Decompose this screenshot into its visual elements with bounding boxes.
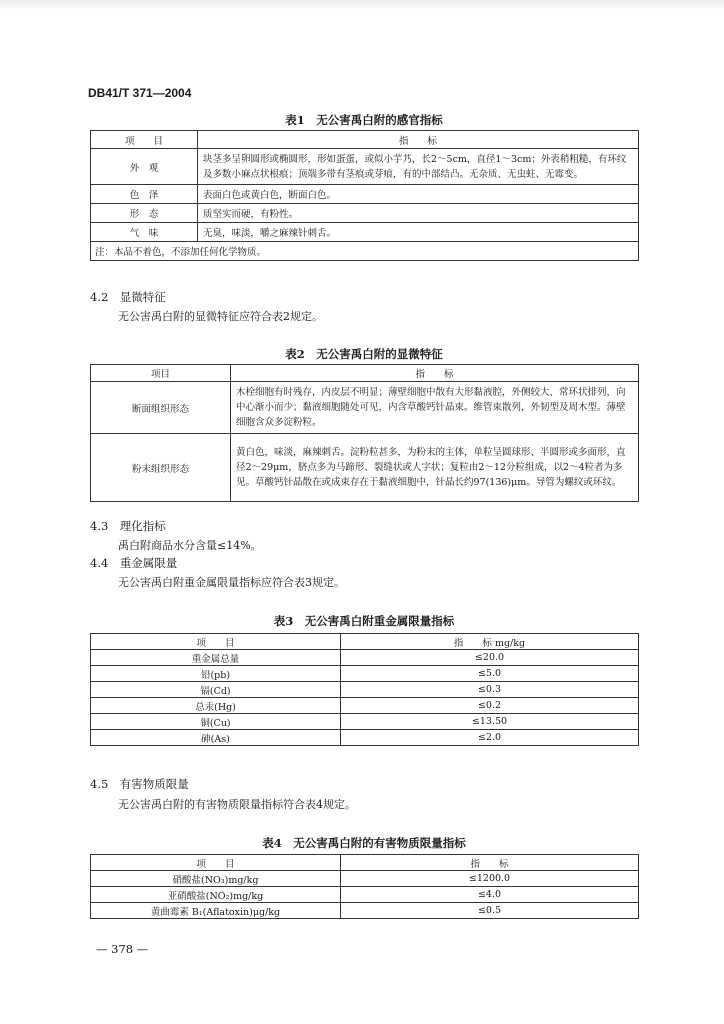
table3-header-row (91, 634, 639, 650)
table-row (91, 698, 639, 714)
table3-cell-item: 镉(Cd) (91, 682, 341, 698)
table4-cell-item: 黄曲霉素 B₁(Aflatoxin)μg/kg (91, 903, 341, 919)
table-row (91, 650, 639, 666)
table-row (91, 666, 639, 682)
table-row (91, 714, 639, 730)
table3-header-item: 项 目 (91, 634, 341, 650)
table2-header-index: 指 标 (231, 365, 639, 382)
table3-cell-value: ≤5.0 (341, 666, 639, 682)
table1-cell-item: 形 态 (91, 204, 198, 223)
table3-cell-value: ≤0.2 (341, 698, 639, 714)
table-row (91, 887, 639, 903)
table1-cell-value: 表面白色或黄白色，断面白色。 (198, 185, 639, 204)
table3-cell-item: 砷(As) (91, 730, 341, 746)
table4-header-row (91, 855, 639, 871)
table3-cell-item: 铅(pb) (91, 666, 341, 682)
table1-note: 注：本品不着色，不添加任何化学物质。 (91, 242, 639, 261)
table4 (90, 854, 639, 919)
scan-edge-shading (0, 0, 724, 10)
table3-cell-item: 铜(Cu) (91, 714, 341, 730)
table4-header-item: 项 目 (91, 855, 341, 871)
section-4-5-text: 无公害禹白附的有害物质限量指标符合表4规定。 (118, 798, 356, 811)
table-row (91, 434, 639, 502)
table1-note-row (91, 242, 639, 261)
section-4-2-heading: 4.2 显微特征 (90, 290, 166, 304)
table4-cell-value: ≤0.5 (341, 903, 639, 919)
table-row (91, 730, 639, 746)
table1-cell-item: 外 观 (91, 149, 198, 185)
page-number: — 378 — (96, 942, 149, 956)
table3-cell-item: 重金属总量 (91, 650, 341, 666)
table2-cell-item: 断面组织形态 (91, 382, 231, 434)
table3-caption: 表3 无公害禹白附重金属限量指标 (273, 614, 455, 628)
table4-caption: 表4 无公害禹白附的有害物质限量指标 (262, 836, 466, 850)
section-4-4-text: 无公害禹白附重金属限量指标应符合表3规定。 (118, 576, 345, 589)
table1-header-row (91, 131, 639, 149)
table-row (91, 382, 639, 434)
table4-cell-value: ≤1200.0 (341, 871, 639, 887)
table1 (90, 130, 639, 261)
table-row (91, 204, 639, 223)
table3-cell-value: ≤20.0 (341, 650, 639, 666)
table2-cell-value: 黄白色，味淡，麻辣刺舌。淀粉粒甚多，为粉末的主体，单粒呈圆球形、半圆形或多面形，直径2～29μm，脐点多为马蹄形、裂缝状或人字状；复粒由2～12分粒组成，以2～4粒者为多见。草酸钙针晶散在或成束存在于黏液细胞中，针晶长约97(136)μm。导管为螺纹或环纹。 (231, 434, 639, 502)
table1-cell-value: 块茎多呈卵圆形或椭圆形，形如蛋蛋，或似小芋艿，长2～5cm，直径1～3cm；外表稍粗糙，有环纹及多数小麻点状根痕；顶端多带有茎痕或芽痕，有的中部结凸。无杂质、无虫蛀、无霉变。 (198, 149, 639, 185)
table2-caption: 表2 无公害禹白附的显微特征 (285, 347, 443, 361)
section-4-5-heading: 4.5 有害物质限量 (90, 777, 189, 791)
table1-header-index: 指 标 (198, 131, 639, 149)
table2 (90, 364, 639, 502)
section-4-2-text: 无公害禹白附的显微特征应符合表2规定。 (118, 310, 323, 323)
table4-cell-item: 硝酸盐(NO₃)mg/kg (91, 871, 341, 887)
table-row (91, 903, 639, 919)
section-4-4-heading: 4.4 重金属限量 (90, 556, 178, 570)
table4-cell-item: 亚硝酸盐(NO₂)mg/kg (91, 887, 341, 903)
table1-cell-item: 气 味 (91, 223, 198, 242)
table3-header-index: 指 标 mg/kg (341, 634, 639, 650)
table-row (91, 185, 639, 204)
table-row (91, 682, 639, 698)
table1-cell-item: 色 泽 (91, 185, 198, 204)
table3 (90, 633, 639, 746)
section-4-3-heading: 4.3 理化指标 (90, 519, 166, 533)
table1-cell-value: 质坚实而硬，有粉性。 (198, 204, 639, 223)
table3-cell-item: 总汞(Hg) (91, 698, 341, 714)
table1-caption: 表1 无公害禹白附的感官指标 (285, 113, 443, 127)
table2-cell-item: 粉末组织形态 (91, 434, 231, 502)
table4-header-index: 指 标 (341, 855, 639, 871)
table2-header-item: 项目 (91, 365, 231, 382)
table-row (91, 149, 639, 185)
table3-cell-value: ≤2.0 (341, 730, 639, 746)
section-4-3-text: 禹白附商品水分含量≤14%。 (118, 539, 262, 552)
table4-cell-value: ≤4.0 (341, 887, 639, 903)
table2-header-row (91, 365, 639, 382)
table-row (91, 871, 639, 887)
table2-cell-value: 木栓细胞有时残存，内皮层不明显；薄壁细胞中散有大形黏液腔，外侧较大，常环状排列，向中心渐小而少；黏液细胞随处可见，内含草酸钙针晶束。维管束散列，外韧型及周木型。薄壁细胞含众多淀粉粒。 (231, 382, 639, 434)
table1-cell-value: 无臭，味淡，嚼之麻辣针刺舌。 (198, 223, 639, 242)
table3-cell-value: ≤0.3 (341, 682, 639, 698)
document-code: DB41/T 371—2004 (88, 86, 192, 100)
table-row (91, 223, 639, 242)
table3-cell-value: ≤13.50 (341, 714, 639, 730)
table1-header-item: 项 目 (91, 131, 198, 149)
